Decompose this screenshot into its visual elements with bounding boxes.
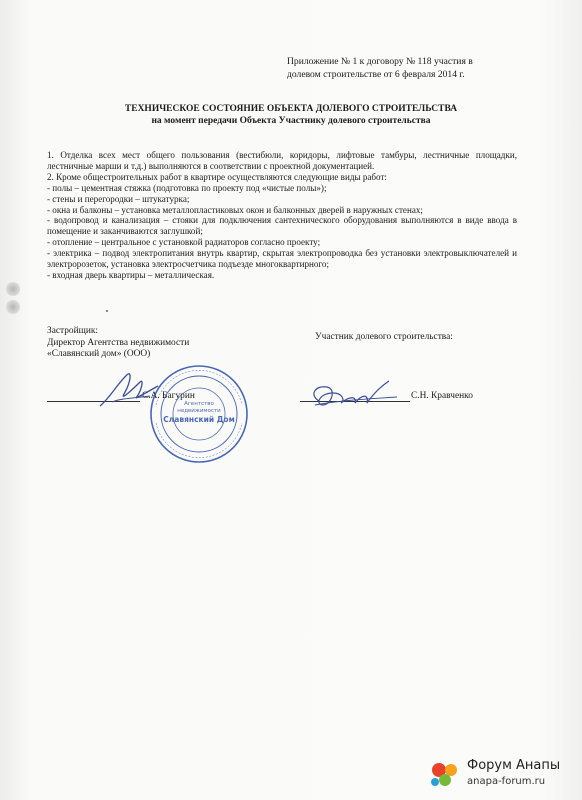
list-item: - стены и перегородки – штукатурка; xyxy=(47,193,190,204)
paragraph: 1. Отделка всех мест общего пользования (вестибюли, коридоры, лифтовые тамбуры, лестничные площадки, лестничные марши и т.д.) выполняются в соответствии с проектной документацией. xyxy=(47,150,517,171)
participant-signature xyxy=(305,375,405,415)
annex-line: долевом строительстве от 6 февраля 2014 г. xyxy=(287,68,465,80)
developer-org: «Славянский дом» (ООО) xyxy=(47,349,151,359)
list-item: - полы – цементная стяжка (подготовка по проекту под «чистые полы»); xyxy=(47,182,327,193)
list-item: - входная дверь квартиры – металлическая. xyxy=(47,269,215,280)
annex-line: Приложение № 1 к договору № 118 участия в xyxy=(287,56,473,67)
forum-url: anapa-forum.ru xyxy=(467,776,546,787)
document-body xyxy=(47,150,517,281)
seal-text: Агентство xyxy=(184,401,214,407)
seal-name: Славянский Дом xyxy=(163,415,235,424)
seal-text: недвижимости xyxy=(177,408,221,414)
forum-logo-icon xyxy=(427,758,463,792)
developer-block xyxy=(47,326,189,361)
list-item: - водопровод и канализация – стояки для подключения сантехнического оборудования выполняются в виде ввода в помещение и заканчиваются заглушкой; xyxy=(47,215,517,237)
organization-seal xyxy=(148,363,250,465)
punch-hole xyxy=(6,300,20,314)
punch-hole xyxy=(6,282,20,296)
list-item: - отопление – центральное с установкой радиаторов согласно проекту; xyxy=(47,237,321,248)
paragraph: 2. Кроме общестроительных работ в квартире осуществляются следующие виды работ: xyxy=(47,171,387,182)
participant-label: Участник долевого строительства: xyxy=(315,332,453,342)
participant-name: С.Н. Кравченко xyxy=(411,391,473,401)
annex-header xyxy=(287,56,557,81)
developer-position: Директор Агентства недвижимости xyxy=(47,337,190,348)
ink-dot xyxy=(106,310,108,312)
developer-label: Застройщик: xyxy=(47,326,99,336)
forum-watermark xyxy=(427,756,577,796)
forum-title: Форум Анапы xyxy=(467,758,561,773)
document-subtitle: на момент передачи Объекта Участнику долевого строительства xyxy=(151,116,431,126)
list-item: - электрика – подвод электропитания внутрь квартир, скрытая электропроводка без установки электровыключателей и электророзеток, установка электросчетчика подъезде многоквартирного; xyxy=(47,248,517,270)
list-item: - окна и балконы – установка металлопластиковых окон и балконных дверей в наружных стенах; xyxy=(47,204,423,215)
developer-name: С.А. Багурин xyxy=(142,391,195,401)
document-title: ТЕХНИЧЕСКОЕ СОСТОЯНИЕ ОБЪЕКТА ДОЛЕВОГО СТРОИТЕЛЬСТВА xyxy=(124,104,458,114)
